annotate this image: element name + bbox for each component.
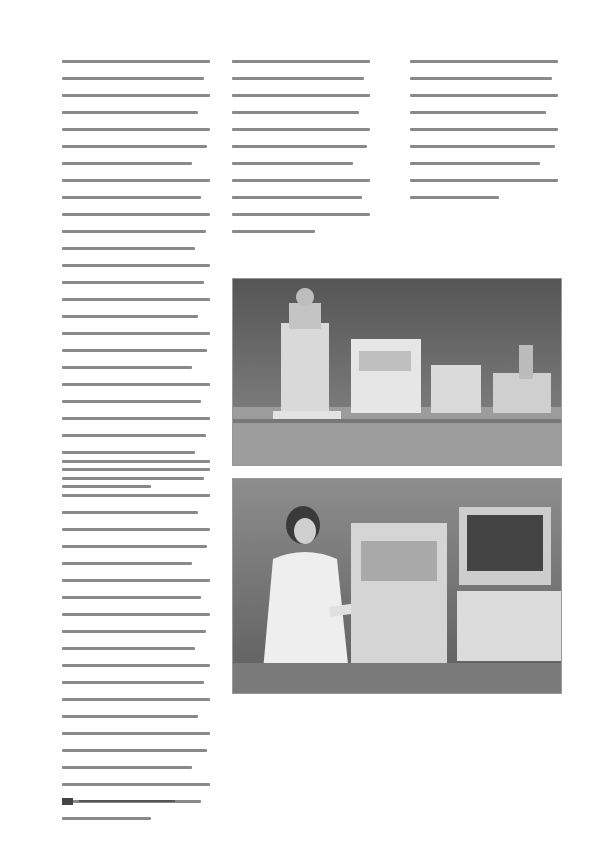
text-line <box>62 434 206 437</box>
text-line <box>62 383 210 386</box>
text-line <box>410 60 558 63</box>
page-number-mark <box>62 798 73 805</box>
text-line <box>62 681 204 684</box>
text-line <box>410 196 499 199</box>
text-line <box>62 783 210 786</box>
text-line <box>232 213 370 216</box>
text-line <box>232 94 370 97</box>
text-line <box>62 145 207 148</box>
text-line <box>232 179 370 182</box>
text-line <box>62 545 207 548</box>
text-line <box>62 179 210 182</box>
text-line <box>62 715 198 718</box>
text-line <box>62 247 195 250</box>
text-line <box>62 60 210 63</box>
text-line <box>62 698 210 701</box>
text-line <box>62 511 198 514</box>
text-line <box>62 315 198 318</box>
text-line <box>410 162 540 165</box>
text-column-left-top <box>62 60 210 502</box>
text-line <box>410 77 552 80</box>
text-line <box>62 332 210 335</box>
text-line <box>62 366 192 369</box>
text-line <box>410 128 558 131</box>
text-line <box>62 817 151 820</box>
text-line <box>62 664 210 667</box>
text-line <box>62 477 204 480</box>
text-line <box>62 213 210 216</box>
text-line <box>62 460 210 463</box>
text-line <box>62 494 210 497</box>
text-line <box>62 162 192 165</box>
text-line <box>62 111 198 114</box>
lab-technician-photo <box>232 478 562 694</box>
text-line <box>62 230 206 233</box>
text-line <box>62 349 207 352</box>
text-line <box>410 111 546 114</box>
text-line <box>62 417 210 420</box>
text-line <box>232 230 315 233</box>
text-line <box>62 562 192 565</box>
text-line <box>62 196 201 199</box>
text-line <box>62 264 210 267</box>
text-line <box>62 528 210 531</box>
footer-line <box>79 800 175 803</box>
text-line <box>62 400 201 403</box>
text-line <box>62 766 192 769</box>
text-line <box>62 451 195 454</box>
text-line <box>410 94 558 97</box>
page-footer <box>62 796 175 806</box>
text-line <box>410 145 555 148</box>
text-line <box>232 196 362 199</box>
text-line <box>62 94 210 97</box>
text-line <box>410 179 558 182</box>
text-line <box>232 162 353 165</box>
text-line <box>62 647 195 650</box>
text-line <box>62 596 201 599</box>
text-line <box>232 111 359 114</box>
text-line <box>232 128 370 131</box>
text-line <box>62 281 204 284</box>
text-line <box>62 77 204 80</box>
text-line <box>62 613 210 616</box>
text-line <box>62 579 210 582</box>
text-column-right <box>410 60 558 213</box>
text-line <box>62 732 210 735</box>
text-line <box>62 128 210 131</box>
lab-equipment-photo <box>232 278 562 466</box>
text-line <box>62 298 210 301</box>
text-column-middle <box>232 60 370 247</box>
text-line <box>232 77 364 80</box>
text-line <box>62 630 206 633</box>
text-line <box>232 145 367 148</box>
text-line <box>62 749 207 752</box>
text-column-left-bottom <box>62 460 210 834</box>
text-line <box>232 60 370 63</box>
